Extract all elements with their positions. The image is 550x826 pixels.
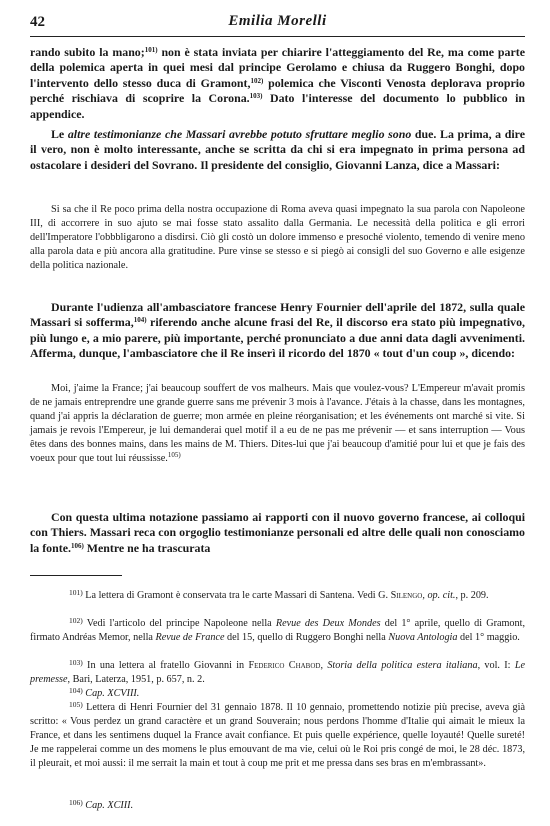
block-quote-fournier: Moi, j'aime la France; j'ai beaucoup souffert de vos malheurs. Mais que voulez-vous? L'Empereur m'avait promis de ne jamais entreprendre une grande guerre sans me prévenir 3 mois à l'avance. J'étais à la chasse, dans les montagnes, quand j'ai appris la déclaration de guerre; mon armée en pleine réorganisation; et les événements ont marché si vite. Si jamais je revois l'Empereur, je lui demanderai quel motif il a eu de ne pas me prévenir — et sans interruption — Vous êtes dans des bonnes mains, dans les mains de M. Thiers. Dites-lui que j'ai beaucoup d'amitié pour lui et que je fais des voeux pour que tout lui réussisse.$^{105)}$: [30, 383, 525, 464]
page-number: 42: [30, 14, 45, 30]
paragraph-3: Durante l'udienza all'ambasciatore francese Henry Fournier dell'aprile del 1872, sulla quale Massari si sofferma,$^{104)}$ riferendo anche alcune frasi del Re, il discorso era stato più impegnativo, più lungo e, a mio parere, più importante, perché pronunciato a due anni data dagli avvenimenti. Afferma, dunque, l'ambasciatore che il Re inserì il ricordo del 1870 « tout d'un coup », dicendo:: [30, 300, 525, 361]
footnote-ref-105[interactable]: 105): [167, 450, 181, 459]
footnote-ref-104[interactable]: 104): [133, 316, 147, 325]
footnote-divider: [30, 575, 122, 576]
running-title: Emilia Morelli: [228, 13, 327, 29]
footnote-ref-101[interactable]: 101): [144, 46, 158, 54]
block-quote-lanza: Si sa che il Re poco prima della nostra occupazione di Roma aveva quasi impegnato la sua parola con Napoleone III, di accorrere in suo ajuto se mai fosse stato assalito dalla Germania. Le necessità della politica e gli errori dell'Imperatore l'obbbligarono a disdirsi. Ciò gli costò un dolore immenso e presoché violento, temendo di venire meno alla parola data e più ancora alla gratitudine. Pure vinse se stesso e si piegò ai consigli del suo Governo e alle esigenze della politica nazionale.: [30, 204, 525, 271]
footnote-106: $^{106)}$ Cap. XCIII.: [69, 798, 134, 811]
footnote-105: $^{105)}$ Lettera di Henri Fournier del 31 gennaio 1878. Il 10 gennaio, promettendo notizie più precise, aveva già scritto: « Vous perdez un grand caractère et un grand Souverain; nous perdons l'homme d'Italie qui aimait le mieux la France, et dans les sentimens duquel la France avait confiance. Et puis quelle expérience, quelle loyauté! Quelle sureté! Je me rappelerai comme un des momens le plus emouvant de ma vie, celui où le Roi pris congé de moi, le 28 déc. 1873, il pleurait, et moi aussi: il me serrait la main et tout à coup me prit et me pressa dans ses bras en m'embrassant».: [30, 700, 525, 769]
footnote-ref-102[interactable]: 102): [250, 76, 264, 85]
page-header: [30, 10, 525, 37]
footnote-104: $^{104)}$ Cap. XCVIII.: [69, 686, 140, 699]
footnote-102: $^{102)}$ Vedi l'articolo del principe Napoleone nella Revue des Deux Mondes del 1° aprile, quello di Gramont, firmato Andréas Memor, nella Revue de France del 15, quello di Ruggero Bonghi nella Nuova Antologia del 1° maggio.: [30, 616, 525, 643]
paragraph-4: Con questa ultima notazione passiamo ai rapporti con il nuovo governo francese, ai colloqui con Thiers. Massari reca con orgoglio testimonianze personali ed altre delle quali non conosciamo la fonte.$^{106)}$ Mentre ne ha trascurata: [30, 510, 525, 555]
paragraph-1: rando subito la mano;$^{101)}$ non è stata inviata per chiarire l'atteggiamento del Re, ma come parte della polemica aperta in quei mesi dal principe Gerolamo e chiusa da Ruggero Bonghi, dopo l'intervento dello stesso duca di Gramont,$^{102)}$ polemica che Visconti Venosta deplorava proprio perché rischiava di scoprire la Corona.$^{103)}$ Dato l'interesse del documento lo pubblico in appendice.: [30, 45, 526, 121]
footnote-ref-103[interactable]: 103): [249, 92, 263, 101]
paragraph-2: Le altre testimonianze che Massari avrebbe potuto sfruttare meglio sono due. La prima, a dire il vero, non è molto interessante, anche se scritta da chi si era impegnato in prima persona ad ostacolare i desideri del Sovrano. Il presidente del consiglio, Giovanni Lanza, dice a Massari:: [30, 127, 525, 172]
footnote-101: $^{101)}$ La lettera di Gramont è conservata tra le carte Massari di Santena. Vedi G. Silengo, op. cit., p. 209.: [69, 588, 489, 601]
footnote-ref-106[interactable]: 106): [70, 541, 84, 550]
footnote-103: $^{103)}$ In una lettera al fratello Giovanni in Federico Chabod, Storia della politica estera italiana, vol. I: Le premesse, Bari, Laterza, 1951, p. 657, n. 2.: [30, 658, 526, 685]
